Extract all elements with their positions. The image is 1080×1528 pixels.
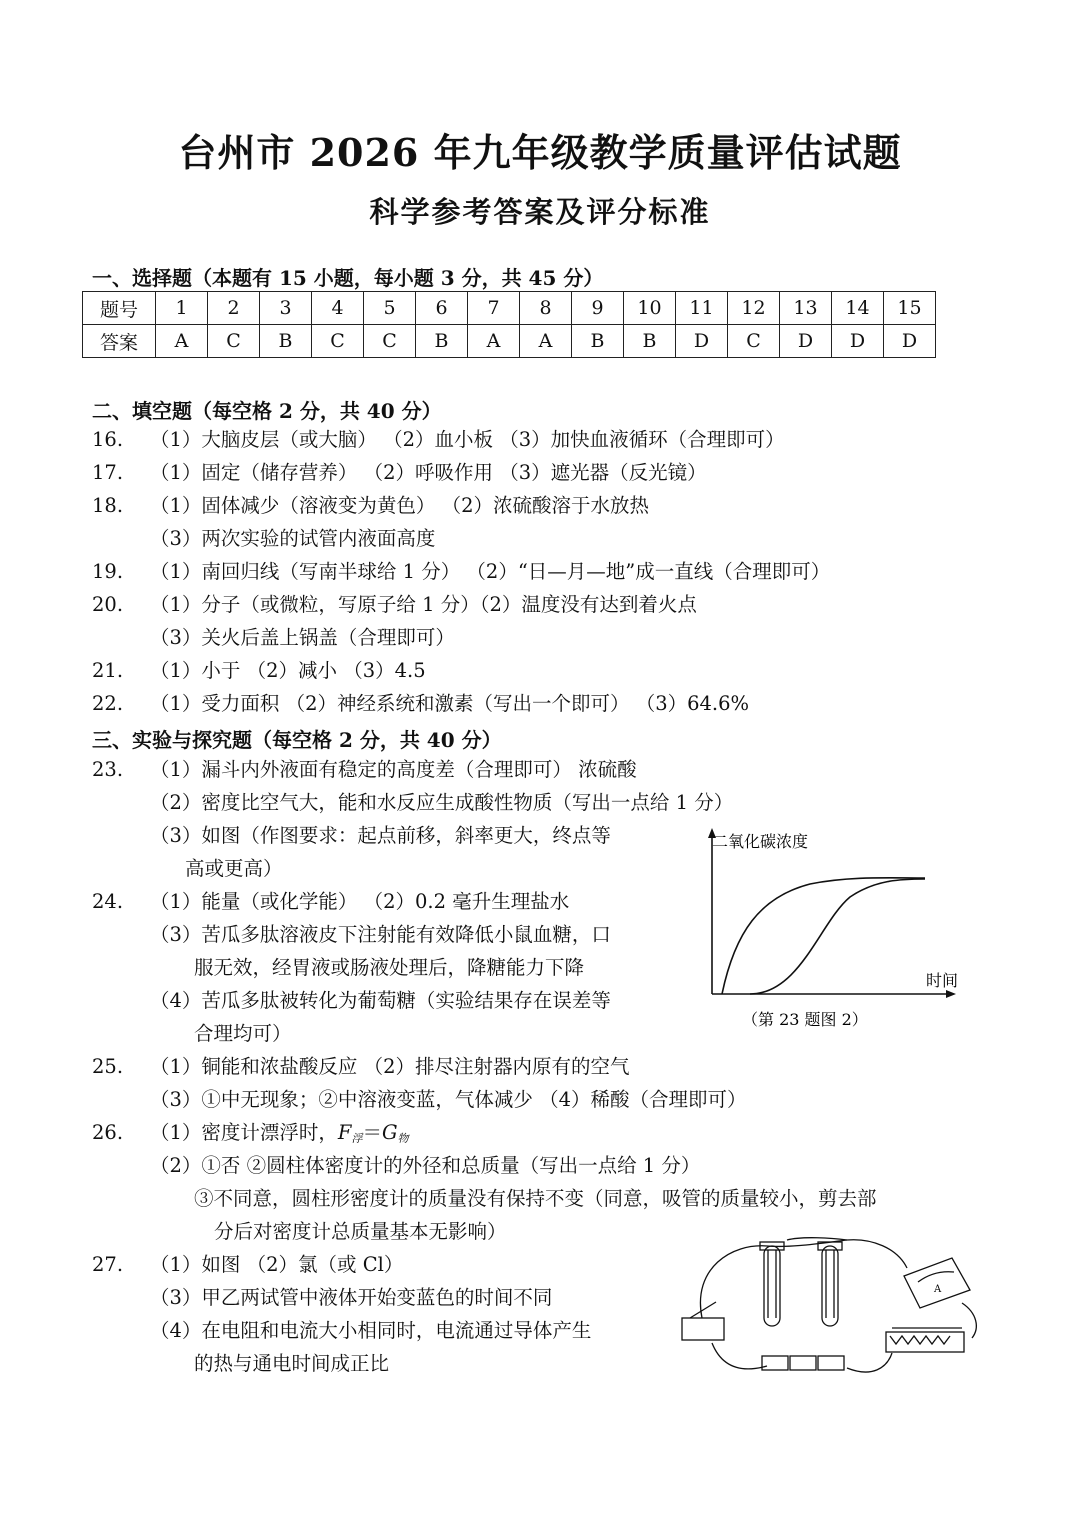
answer-text: （1）分子（或微粒，写原子给 1 分）（2）温度没有达到着火点 (150, 593, 697, 616)
question-number: 25. (92, 1055, 124, 1078)
q24-line1 (92, 886, 569, 918)
y-axis-label: 二氧化碳浓度 (712, 832, 809, 851)
question-number: 1 (156, 292, 208, 325)
formula-g: G (381, 1121, 398, 1144)
answer-cell: A (468, 325, 520, 358)
question-number: 23. (92, 758, 124, 781)
question-number: 5 (364, 292, 416, 325)
q23-line3: （3）如图（作图要求：起点前移，斜率更大，终点等 (150, 824, 611, 847)
answer-cell: B (416, 325, 468, 358)
answer-cell: A (156, 325, 208, 358)
question-number: 22. (92, 692, 124, 715)
ammeter-scale (918, 1272, 954, 1282)
page-title: 台州市 2026 年九年级教学质量评估试题 (178, 130, 902, 175)
wire (712, 1343, 767, 1369)
rheostat-coil (890, 1336, 950, 1344)
q23-line2: （2）密度比空气大，能和水反应生成酸性物质（写出一点给 1 分） (150, 791, 734, 814)
q24-line4: （4）苦瓜多肽被转化为葡萄糖（实验结果存在误差等 (150, 989, 611, 1012)
q26-line4: 分后对密度计总质量基本无影响） (214, 1220, 507, 1243)
q21-line (92, 655, 426, 687)
question-number: 20. (92, 593, 124, 616)
row-header-answer: 答案 (83, 325, 156, 358)
q27-line2: （3）甲乙两试管中液体开始变蓝色的时间不同 (150, 1286, 553, 1309)
answer-cell: C (364, 325, 416, 358)
formula-f: F (337, 1121, 352, 1144)
q27-line3: （4）在电阻和电流大小相同时，电流通过导体产生 (150, 1319, 592, 1342)
q20-line2: （3）关火后盖上锅盖（合理即可） (150, 626, 455, 649)
answer-text: （1）固体减少（溶液变为黄色） （2）浓硫酸溶于水放热 (150, 494, 650, 517)
formula-f-sub: 浮 (351, 1132, 363, 1145)
row-header-question: 题号 (83, 292, 156, 325)
answer-text: （1）小于 （2）减小 （3）4.5 (150, 659, 426, 682)
battery-cell (790, 1356, 816, 1370)
answer-text: （1）密度计漂浮时， (150, 1121, 338, 1144)
q19-line (92, 556, 830, 588)
q20-line (92, 589, 697, 621)
q27-line4: 的热与通电时间成正比 (194, 1352, 390, 1375)
q23-line4: 高或更高） (185, 857, 283, 880)
question-number: 26. (92, 1121, 124, 1144)
switch-lever (690, 1302, 716, 1318)
ammeter-body (904, 1258, 970, 1308)
x-axis-arrow-icon (946, 990, 956, 998)
figure-27-circuit (672, 1228, 992, 1380)
answer-cell: C (312, 325, 364, 358)
question-number: 27. (92, 1253, 124, 1276)
page-subtitle: 科学参考答案及评分标准 (369, 195, 711, 229)
x-axis-label: 时间 (926, 971, 959, 990)
question-number: 21. (92, 659, 124, 682)
battery-cell (818, 1356, 844, 1370)
answer-cell: B (260, 325, 312, 358)
curve-original (750, 879, 925, 994)
question-number: 10 (624, 292, 676, 325)
figure-23-graph (690, 822, 980, 1037)
answer-table (82, 291, 936, 358)
q17-line (92, 457, 707, 489)
question-number: 4 (312, 292, 364, 325)
question-number: 9 (572, 292, 624, 325)
section1-heading: 一、选择题（本题有 15 小题，每小题 3 分，共 45 分） (92, 266, 604, 290)
q27-line1 (92, 1249, 403, 1281)
battery-cell (762, 1356, 788, 1370)
answer-text: （1）漏斗内外液面有稳定的高度差（合理即可） 浓硫酸 (150, 758, 637, 781)
q18-line (92, 490, 649, 522)
q16-line (92, 424, 785, 456)
wire (847, 1240, 907, 1268)
question-number: 15 (884, 292, 936, 325)
answer-cell: C (208, 325, 260, 358)
question-number: 3 (260, 292, 312, 325)
question-number: 13 (780, 292, 832, 325)
answer-cell: B (624, 325, 676, 358)
answer-text: （1）南回归线（写南半球给 1 分） （2）“日—月—地”成一直线（合理即可） (150, 560, 831, 583)
wire (700, 1240, 847, 1318)
q25-line2: （3）①中无现象；②中溶液变蓝，气体减少 （4）稀酸（合理即可） (150, 1088, 747, 1111)
ammeter-label: A (934, 1284, 942, 1295)
answer-cell: B (572, 325, 624, 358)
switch-base (682, 1318, 724, 1340)
formula-eq: ＝ (362, 1121, 382, 1144)
answer-cell: D (780, 325, 832, 358)
question-number: 11 (676, 292, 728, 325)
question-number: 24. (92, 890, 124, 913)
wire (787, 1238, 847, 1240)
section2-heading: 二、填空题（每空格 2 分，共 40 分） (92, 399, 442, 423)
question-number: 14 (832, 292, 884, 325)
question-number: 2 (208, 292, 260, 325)
answer-cell: A (520, 325, 572, 358)
question-number: 17. (92, 461, 124, 484)
question-number: 7 (468, 292, 520, 325)
question-number: 6 (416, 292, 468, 325)
answer-text: （1）能量（或化学能） （2）0.2 毫升生理盐水 (150, 890, 570, 913)
table-row (83, 325, 936, 358)
answer-text: （1）受力面积 （2）神经系统和激素（写出一个即可） （3）64.6% (150, 692, 750, 715)
table-row (83, 292, 936, 325)
q23-line1 (92, 754, 637, 786)
q24-line3: 服无效，经胃液或肠液处理后，降糖能力下降 (194, 956, 585, 979)
question-number: 18. (92, 494, 124, 517)
test-tube-a (764, 1246, 780, 1326)
q22-line (92, 688, 749, 720)
figure-caption: （第 23 题图 2） (742, 1010, 868, 1029)
test-tube-b (822, 1246, 838, 1326)
answer-cell: D (884, 325, 936, 358)
answer-text: （1）固定（储存营养） （2）呼吸作用 （3）遮光器（反光镜） (150, 461, 707, 484)
formula-g-sub: 物 (397, 1132, 409, 1145)
question-number: 12 (728, 292, 780, 325)
answer-cell: D (832, 325, 884, 358)
q24-line2: （3）苦瓜多肽溶液皮下注射能有效降低小鼠血糖，口 (150, 923, 611, 946)
q26-line2: （2）①否 ②圆柱体密度计的外径和总质量（写出一点给 1 分） (150, 1154, 701, 1177)
answer-cell: D (676, 325, 728, 358)
q18-line2: （3）两次实验的试管内液面高度 (150, 527, 436, 550)
question-number: 8 (520, 292, 572, 325)
section3-heading: 三、实验与探究题（每空格 2 分，共 40 分） (92, 728, 502, 752)
answer-cell: C (728, 325, 780, 358)
answer-text: （1）铜能和浓盐酸反应 （2）排尽注射器内原有的空气 (150, 1055, 630, 1078)
question-number: 19. (92, 560, 124, 583)
q26-line3: ③不同意，圆柱形密度计的质量没有保持不变（同意，吸管的质量较小，剪去部 (194, 1187, 877, 1210)
question-number: 16. (92, 428, 124, 451)
q24-line5: 合理均可） (194, 1022, 292, 1045)
wire (847, 1353, 892, 1372)
answer-text: （1）如图 （2）氯（或 Cl） (150, 1253, 404, 1276)
answer-text: （1）大脑皮层（或大脑） （2）血小板 （3）加快血液循环（合理即可） (150, 428, 785, 451)
q25-line1 (92, 1051, 630, 1083)
curve-new (722, 878, 925, 994)
